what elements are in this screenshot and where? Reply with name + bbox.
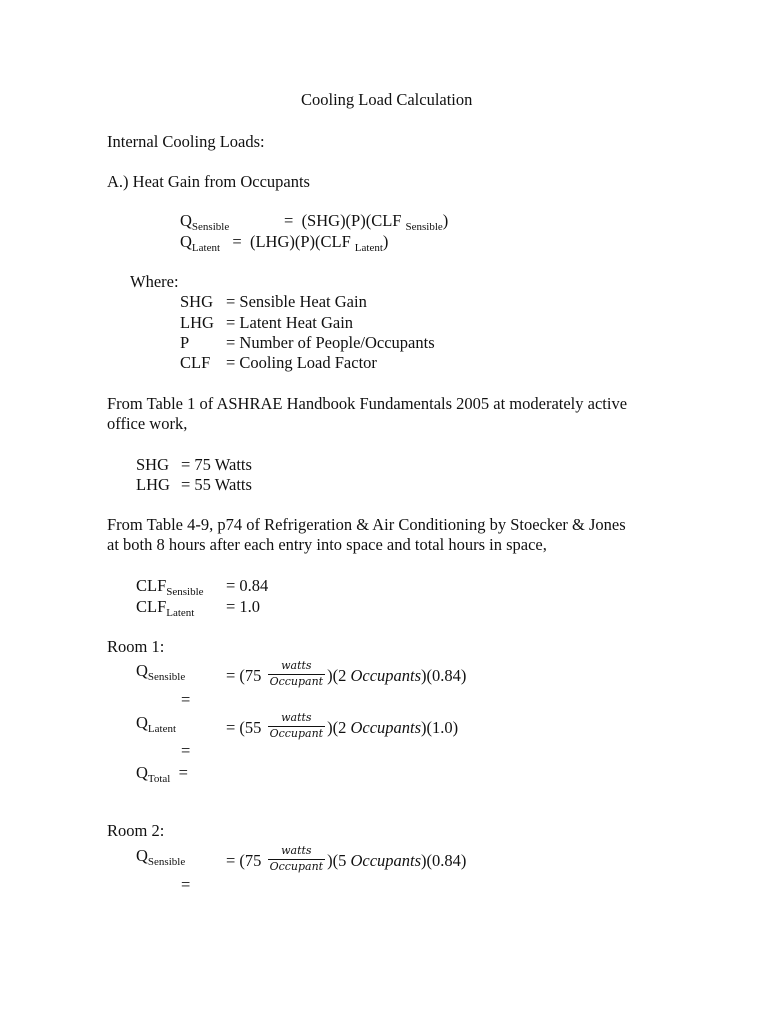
sensible-subscript: Sensible bbox=[191, 221, 230, 233]
room1-q-sensible-label bbox=[136, 661, 186, 683]
sensible-subscript: Sensible bbox=[405, 221, 443, 233]
clf-latent-label bbox=[136, 597, 195, 619]
where-sym-clf: CLF bbox=[180, 353, 211, 372]
sensible-rhs-close: ) bbox=[442, 211, 449, 230]
q-sensible-rhs bbox=[284, 211, 449, 233]
room2-label: Room 2: bbox=[107, 821, 165, 840]
where-def-p: = Number of People/Occupants bbox=[226, 333, 435, 352]
where-def-lhg: = Latent Heat Gain bbox=[226, 313, 354, 332]
q-symbol: Q bbox=[136, 713, 148, 732]
fraction-denominator: Occupant bbox=[269, 674, 324, 688]
sensible-subscript: Sensible bbox=[147, 671, 186, 683]
occupants-word: Occupants bbox=[350, 665, 422, 685]
watts-per-occupant-fraction bbox=[268, 660, 326, 688]
sensible-rhs: (SHG)(P)(CLF bbox=[301, 211, 402, 230]
clf-sensible-label bbox=[136, 576, 204, 598]
q-sensible-formula bbox=[180, 211, 230, 233]
where-label: Where: bbox=[130, 272, 179, 291]
expr-tail: )(2 bbox=[327, 665, 351, 685]
latent-subscript: Latent bbox=[147, 723, 177, 735]
occupants-word: Occupants bbox=[350, 717, 422, 737]
where-def-clf: = Cooling Load Factor bbox=[226, 353, 377, 372]
subsection-heading: A.) Heat Gain from Occupants bbox=[107, 172, 310, 191]
q-symbol: Q bbox=[180, 211, 192, 230]
where-sym-lhg: LHG bbox=[180, 313, 214, 332]
room1-label: Room 1: bbox=[107, 637, 165, 656]
expr-tail: )(5 bbox=[327, 850, 351, 870]
expr-tail: )(2 bbox=[327, 717, 351, 737]
ashrae-paragraph-line2: office work, bbox=[107, 414, 188, 433]
watts-per-occupant-fraction bbox=[268, 712, 326, 740]
clf-latent-value: = 1.0 bbox=[226, 597, 261, 616]
clf-sensible-value: = 0.84 bbox=[226, 576, 269, 595]
latent-subscript: Latent bbox=[354, 242, 383, 254]
fraction-numerator: watts bbox=[268, 845, 326, 860]
lhg-value: = 55 Watts bbox=[181, 475, 252, 494]
ashrae-paragraph-line1: From Table 1 of ASHRAE Handbook Fundamentals 2005 at moderately active bbox=[107, 394, 628, 413]
room1-q-latent-label bbox=[136, 713, 177, 735]
latent-subscript: Latent bbox=[191, 242, 221, 254]
latent-rhs-close: ) bbox=[382, 232, 389, 251]
expr-close: )(0.84) bbox=[421, 665, 467, 685]
fraction-denominator: Occupant bbox=[269, 726, 324, 740]
room2-q-sensible-expr bbox=[226, 844, 467, 876]
room1-latent-result-equals: = bbox=[181, 741, 191, 760]
q-latent-formula bbox=[180, 232, 389, 254]
where-sym-p: P bbox=[180, 333, 190, 352]
clf-symbol: CLF bbox=[136, 576, 167, 595]
section-heading: Internal Cooling Loads: bbox=[107, 132, 265, 151]
room2-q-sensible-label bbox=[136, 846, 186, 868]
stoecker-paragraph-line2: at both 8 hours after each entry into space and total hours in space, bbox=[107, 535, 547, 554]
room1-q-sensible-expr bbox=[226, 659, 467, 691]
expr-close: )(0.84) bbox=[421, 850, 467, 870]
q-symbol: Q bbox=[136, 661, 148, 680]
equals-sign: = bbox=[232, 232, 242, 251]
where-sym-shg: SHG bbox=[180, 292, 214, 311]
room1-sensible-result-equals: = bbox=[181, 690, 191, 709]
sensible-subscript: Sensible bbox=[147, 856, 186, 868]
fraction-numerator: watts bbox=[268, 712, 326, 727]
shg-value: = 75 Watts bbox=[181, 455, 252, 474]
lhg-symbol: LHG bbox=[136, 475, 170, 494]
fraction-numerator: watts bbox=[268, 660, 326, 675]
sensible-subscript: Sensible bbox=[166, 586, 204, 598]
expr-open: = (75 bbox=[226, 665, 262, 685]
room2-sensible-result-equals: = bbox=[181, 875, 191, 894]
expr-close: )(1.0) bbox=[421, 717, 459, 737]
equals-sign: = bbox=[284, 211, 294, 230]
latent-subscript: Latent bbox=[166, 607, 195, 619]
expr-open: = (55 bbox=[226, 717, 262, 737]
where-def-shg: = Sensible Heat Gain bbox=[226, 292, 367, 311]
page-title: Cooling Load Calculation bbox=[301, 90, 473, 109]
latent-rhs: (LHG)(P)(CLF bbox=[249, 232, 351, 251]
q-symbol: Q bbox=[180, 232, 192, 251]
equals-sign: = bbox=[178, 763, 188, 782]
shg-symbol: SHG bbox=[136, 455, 170, 474]
watts-per-occupant-fraction bbox=[268, 845, 326, 873]
expr-open: = (75 bbox=[226, 850, 262, 870]
fraction-denominator: Occupant bbox=[269, 859, 324, 873]
q-symbol: Q bbox=[136, 846, 148, 865]
clf-symbol: CLF bbox=[136, 597, 167, 616]
room1-q-latent-expr bbox=[226, 711, 459, 743]
total-subscript: Total bbox=[147, 773, 171, 785]
stoecker-paragraph-line1: From Table 4-9, p74 of Refrigeration & Air Conditioning by Stoecker & Jones bbox=[107, 515, 626, 534]
room1-q-total-label bbox=[136, 763, 188, 785]
occupants-word: Occupants bbox=[350, 850, 422, 870]
q-symbol: Q bbox=[136, 763, 148, 782]
